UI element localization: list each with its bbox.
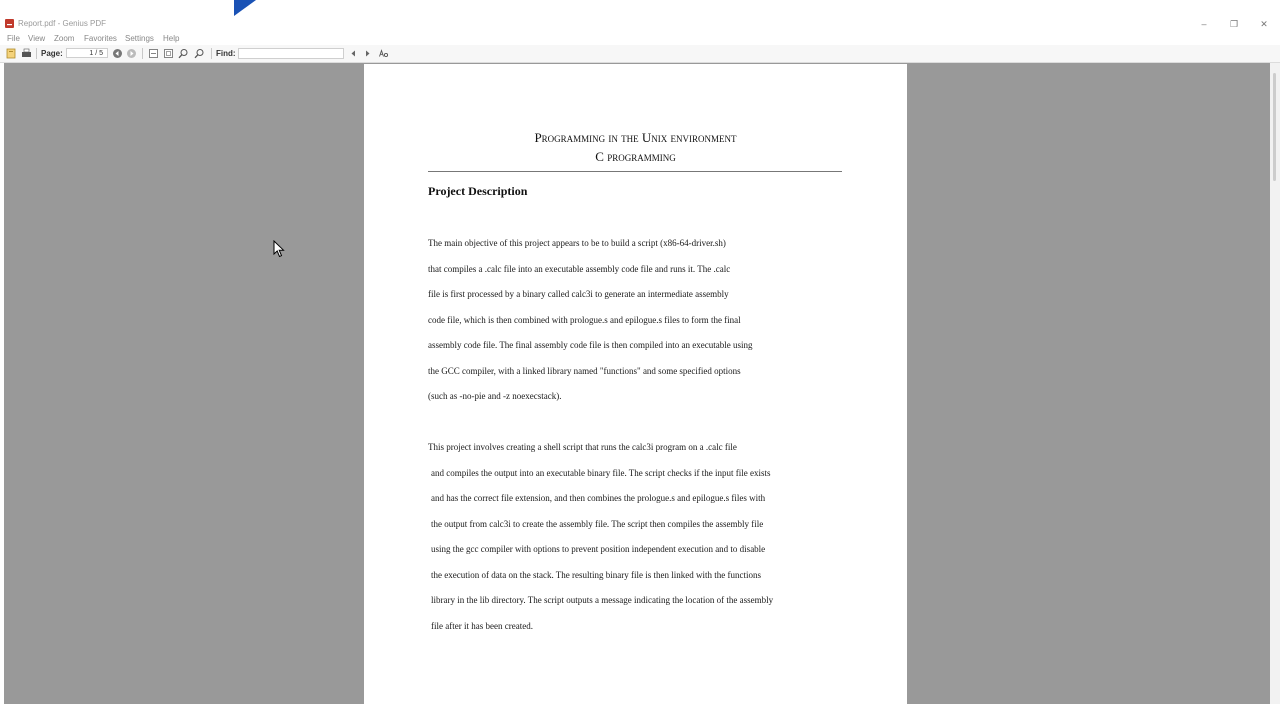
menu-bar — [0, 32, 1280, 45]
paragraph-2-line: This project involves creating a shell script that runs the calc3i program on a .calc file — [428, 442, 737, 452]
mouse-cursor-icon — [273, 240, 285, 258]
paragraph-1-line: code file, which is then combined with prologue.s and epilogue.s files to form the final — [428, 315, 741, 325]
find-next-icon[interactable] — [362, 48, 373, 59]
section-heading: Project Description — [428, 184, 528, 198]
document-title-line-2: C programming — [595, 149, 676, 164]
page-label: Page: — [41, 49, 63, 58]
paragraph-1-line: that compiles a .calc file into an executable assembly code file and runs it. The .calc — [428, 264, 731, 274]
top-strip — [0, 0, 1280, 16]
menu-help[interactable]: Help — [163, 34, 180, 43]
pdf-app-icon — [5, 19, 14, 28]
next-page-icon[interactable] — [126, 48, 137, 59]
bottom-strip — [0, 704, 1280, 720]
vertical-scrollbar[interactable] — [1270, 63, 1280, 704]
open-file-icon[interactable] — [6, 48, 17, 59]
title-divider — [428, 171, 842, 172]
toolbar-separator — [36, 48, 37, 59]
paragraph-1-line: (such as -no-pie and -z noexecstack). — [428, 391, 562, 401]
paragraph-1-line: file is first processed by a binary called calc3i to generate an intermediate assembly — [428, 289, 729, 299]
find-previous-icon[interactable] — [348, 48, 359, 59]
previous-page-icon[interactable] — [112, 48, 123, 59]
pdf-page — [364, 64, 907, 704]
paragraph-1-line: the GCC compiler, with a linked library named "functions" and some specified options — [428, 366, 741, 376]
zoom-in-icon[interactable] — [178, 48, 189, 59]
paragraph-2-line: library in the lib directory. The script outputs a message indicating the location of the assembly — [431, 595, 774, 605]
blue-shape-fragment — [234, 0, 256, 16]
minimize-button[interactable]: – — [1201, 19, 1207, 29]
toolbar-separator — [142, 48, 143, 59]
window-title: Report.pdf - Genius PDF — [18, 19, 107, 28]
paragraph-2-line: using the gcc compiler with options to prevent position independent execution and to disable — [431, 544, 766, 554]
find-label: Find: — [216, 49, 236, 58]
print-icon[interactable] — [21, 48, 32, 59]
match-case-icon[interactable] — [378, 48, 389, 59]
paragraph-2-line: and compiles the output into an executable binary file. The script checks if the input file exists — [431, 468, 771, 478]
fit-width-icon[interactable] — [148, 48, 159, 59]
menu-file[interactable]: File — [7, 34, 20, 43]
document-viewer[interactable] — [4, 63, 1270, 704]
menu-favorites[interactable]: Favorites — [84, 34, 117, 43]
toolbar-separator — [211, 48, 212, 59]
fit-page-icon[interactable] — [163, 48, 174, 59]
toolbar — [0, 45, 1280, 63]
zoom-out-icon[interactable] — [194, 48, 205, 59]
restore-button[interactable]: ❐ — [1229, 19, 1239, 29]
paragraph-2-line: and has the correct file extension, and then combines the prologue.s and epilogue.s files with — [431, 493, 766, 503]
paragraph-1-line: assembly code file. The final assembly code file is then compiled into an executable using — [428, 340, 753, 350]
find-input[interactable] — [238, 48, 344, 59]
page-number-input[interactable]: 1 / 5 — [66, 48, 108, 58]
title-bar — [0, 16, 1280, 32]
close-button[interactable]: ✕ — [1260, 19, 1268, 29]
paragraph-2-line: the output from calc3i to create the assembly file. The script then compiles the assembly file — [431, 519, 764, 529]
scrollbar-thumb[interactable] — [1273, 73, 1276, 181]
paragraph-2-line: the execution of data on the stack. The resulting binary file is then linked with the functions — [431, 570, 761, 580]
menu-view[interactable]: View — [28, 34, 46, 43]
paragraph-1-line: The main objective of this project appears to be to build a script (x86-64-driver.sh) — [428, 238, 726, 248]
paragraph-2-line: file after it has been created. — [431, 621, 533, 631]
menu-zoom[interactable]: Zoom — [54, 34, 75, 43]
menu-settings[interactable]: Settings — [125, 34, 154, 43]
document-title-line-1: Programming in the Unix environment — [534, 130, 737, 145]
